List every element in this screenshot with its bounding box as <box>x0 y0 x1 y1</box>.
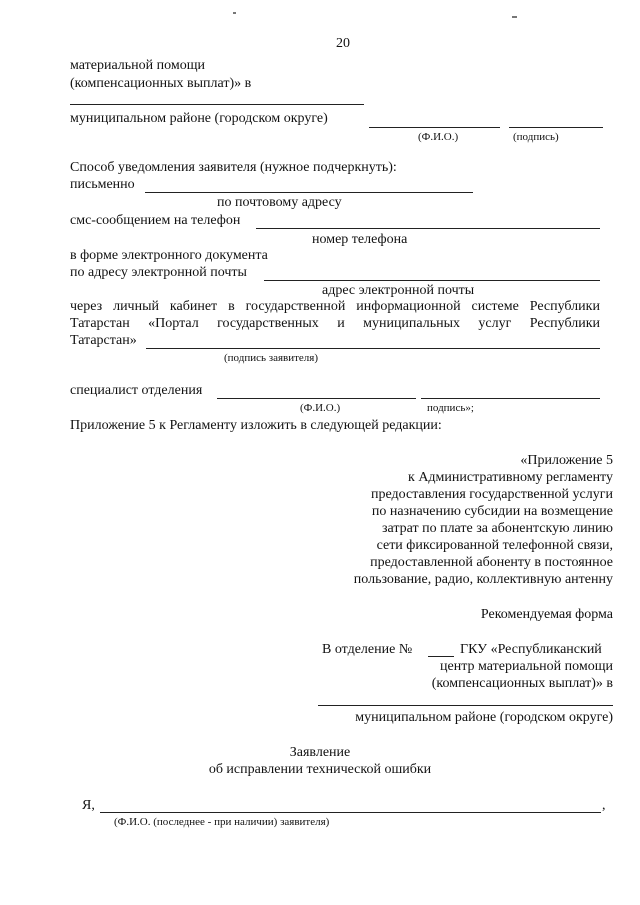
email-address-line <box>264 280 600 281</box>
addressee-line1-suffix: ГКУ «Республиканский <box>460 642 602 657</box>
fio-blank-line <box>369 127 500 128</box>
portal-word: и <box>337 316 345 331</box>
notification-written: письменно <box>70 177 135 192</box>
appendix-header-line: «Приложение 5 <box>520 453 613 468</box>
portal-word: Татарстан <box>70 316 130 331</box>
cabinet-word: Республики <box>529 299 600 314</box>
cabinet-word: личный <box>113 299 159 314</box>
appendix-header-line: пользование, радио, коллективную антенну <box>353 572 613 587</box>
applicant-suffix: , <box>602 798 606 813</box>
postal-address-line <box>145 192 473 193</box>
applicant-prefix: Я, <box>82 798 95 813</box>
amendment-text: Приложение 5 к Регламенту изложить в следующей редакции: <box>70 418 442 433</box>
appendix-header-line: сети фиксированной телефонной связи, <box>376 538 613 553</box>
cabinet-word: государственной <box>245 299 346 314</box>
cabinet-word: в <box>228 299 235 314</box>
appendix-header-line: предоставленной абоненту в постоянное <box>370 555 613 570</box>
electronic-line1: в форме электронного документа <box>70 248 268 263</box>
applicant-sign-caption: (подпись заявителя) <box>224 352 319 364</box>
portal-word: «Портал <box>148 316 199 331</box>
sign-caption: (подпись) <box>513 131 559 143</box>
top-block-line2: (компенсационных выплат)» в <box>70 76 252 91</box>
notification-heading: Способ уведомления заявителя (нужное подчеркнуть): <box>70 160 397 175</box>
top-block-district: муниципальном районе (городском округе) <box>70 111 328 126</box>
cabinet-line <box>70 299 600 315</box>
postal-caption: по почтовому адресу <box>217 195 342 210</box>
notification-sms: смс-сообщением на телефон <box>70 213 241 228</box>
recommended-form: Рекомендуемая форма <box>480 607 613 622</box>
statement-subtitle: об исправлении технической ошибки <box>208 762 432 777</box>
appendix-header-line: затрат по плате за абонентскую линию <box>381 521 613 536</box>
applicant-caption: (Ф.И.О. (последнее - при наличии) заявителя) <box>114 816 330 828</box>
portal-line <box>70 316 600 332</box>
scan-speck <box>512 16 517 18</box>
email-caption: адрес электронной почты <box>322 283 475 298</box>
department-number-line <box>428 656 454 657</box>
portal-end: Татарстан» <box>70 333 137 348</box>
specialist-sign-line <box>421 398 600 399</box>
portal-word: муниципальных <box>363 316 461 331</box>
specialist-sign-caption: подпись»; <box>427 402 474 414</box>
page-number: 20 <box>336 36 350 51</box>
cabinet-word: через <box>70 299 103 314</box>
addressee-line2: центр материальной помощи <box>440 659 613 674</box>
specialist-fio-line <box>217 398 416 399</box>
phone-number-line <box>256 228 600 229</box>
phone-caption: номер телефона <box>312 232 408 247</box>
appendix-header-line: по назначению субсидии на возмещение <box>371 504 613 519</box>
district-blank-line <box>70 104 364 105</box>
sign-blank-line <box>509 127 603 128</box>
portal-word: государственных <box>217 316 319 331</box>
applicant-sign-line <box>146 348 600 349</box>
addressee-district-line <box>318 705 613 706</box>
appendix-header-line: к Административному регламенту <box>408 470 613 485</box>
portal-word: Республики <box>529 316 600 331</box>
addressee-line3: (компенсационных выплат)» в <box>431 676 613 691</box>
statement-title: Заявление <box>289 745 351 760</box>
electronic-line2: по адресу электронной почты <box>70 265 247 280</box>
addressee-line1-prefix: В отделение № <box>322 642 413 657</box>
cabinet-word: информационной <box>356 299 461 314</box>
cabinet-word: системе <box>471 299 519 314</box>
scan-speck <box>233 12 236 14</box>
specialist-label: специалист отделения <box>70 383 203 398</box>
applicant-fio-line <box>100 812 601 813</box>
portal-word: услуг <box>478 316 512 331</box>
top-block-line1: материальной помощи <box>70 58 205 73</box>
addressee-district: муниципальном районе (городском округе) <box>355 710 613 725</box>
specialist-fio-caption: (Ф.И.О.) <box>300 402 341 414</box>
fio-caption: (Ф.И.О.) <box>418 131 459 143</box>
appendix-header-line: предоставления государственной услуги <box>371 487 613 502</box>
cabinet-word: кабинет <box>169 299 218 314</box>
